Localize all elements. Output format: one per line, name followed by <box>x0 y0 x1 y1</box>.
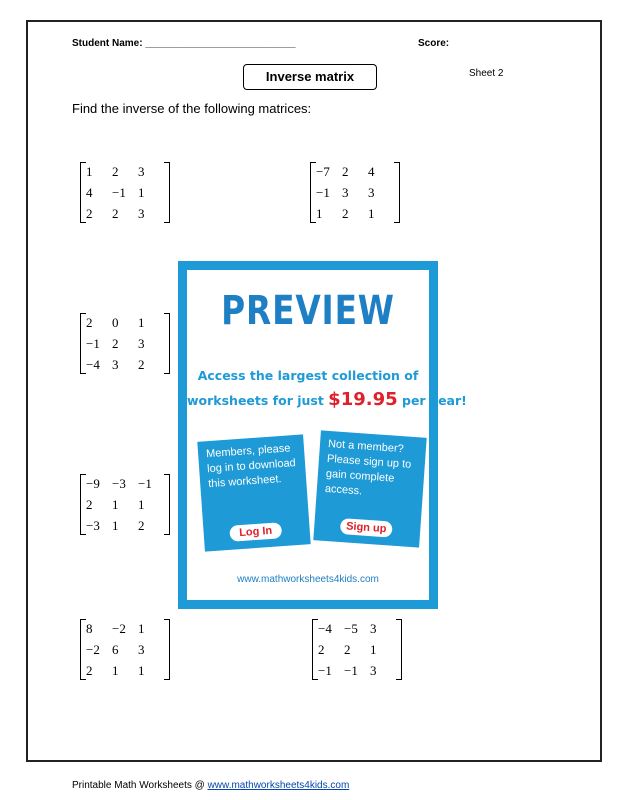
matrix-2 <box>310 161 400 224</box>
preview-panel <box>187 270 467 600</box>
matrix-cell: −1 <box>138 476 152 491</box>
members-text: Members, please log in to download this worksheet. <box>205 442 297 491</box>
matrix-cell: 2 <box>86 315 93 330</box>
matrix-4 <box>80 473 170 536</box>
preview-line-1: Access the largest collection of <box>197 368 419 383</box>
matrix-cell: −1 <box>344 663 358 678</box>
student-name-label: Student Name: ___________________________ <box>72 38 296 49</box>
matrix-cell: 1 <box>138 497 145 512</box>
matrix-cell: 2 <box>138 357 145 372</box>
instructions: Find the inverse of the following matrices: <box>72 101 312 116</box>
matrix-cell: 2 <box>318 642 325 657</box>
matrix-cell: −1 <box>318 663 332 678</box>
matrix-cell: 3 <box>138 206 145 221</box>
signup-button[interactable]: Sign up <box>340 518 393 538</box>
matrix-cell: 1 <box>112 663 119 678</box>
matrix-cell: −1 <box>112 185 126 200</box>
matrix-3 <box>80 312 170 375</box>
matrix-6 <box>312 618 402 681</box>
preview-line-2b: per year! <box>397 393 467 408</box>
footer-text: Printable Math Worksheets @ <box>72 780 208 791</box>
matrix-cell: 1 <box>368 206 375 221</box>
matrix-cell: 1 <box>316 206 323 221</box>
matrix-cell: 0 <box>112 315 119 330</box>
matrix-cell: −5 <box>344 621 358 636</box>
matrix-cell: 3 <box>138 336 145 351</box>
matrix-cell: 2 <box>138 518 145 533</box>
preview-line-2a: worksheets for just <box>187 393 329 408</box>
score-label: Score: <box>418 38 450 49</box>
nonmembers-text: Not a member? Please sign up to gain complete access. <box>324 437 412 498</box>
matrix-cell: 2 <box>112 336 119 351</box>
matrix-cell: 3 <box>370 621 377 636</box>
matrix-cell: 1 <box>112 497 119 512</box>
matrix-cell: 2 <box>342 164 349 179</box>
matrix-cell: 2 <box>86 663 93 678</box>
preview-overlay <box>178 261 467 609</box>
members-card <box>197 434 310 551</box>
matrix-cell: −2 <box>112 621 126 636</box>
matrix-cell: 6 <box>112 642 119 657</box>
matrix-cell: 2 <box>86 206 93 221</box>
matrix-cell: 3 <box>138 642 145 657</box>
preview-title: PREVIEW <box>221 288 395 334</box>
matrix-cell: 1 <box>112 518 119 533</box>
matrix-cell: 2 <box>344 642 351 657</box>
matrix-cell: 1 <box>138 315 145 330</box>
matrix-cell: 4 <box>86 185 93 200</box>
matrix-cell: −9 <box>86 476 100 491</box>
matrix-cell: 1 <box>138 621 145 636</box>
preview-line-2 <box>187 389 467 410</box>
matrix-cell: 3 <box>368 185 375 200</box>
preview-site-link[interactable]: www.mathworksheets4kids.com <box>237 574 379 585</box>
matrix-cell: 3 <box>342 185 349 200</box>
matrix-cell: 2 <box>342 206 349 221</box>
matrix-cell: −4 <box>318 621 332 636</box>
matrix-cell: −3 <box>86 518 100 533</box>
matrix-cell: −1 <box>86 336 100 351</box>
footer <box>72 780 349 791</box>
matrix-cell: 1 <box>370 642 377 657</box>
matrix-cell: 1 <box>86 164 93 179</box>
matrix-cell: 3 <box>112 357 119 372</box>
sheet-label: Sheet 2 <box>469 68 504 79</box>
matrix-cell: 2 <box>112 206 119 221</box>
worksheet-title: Inverse matrix <box>243 64 377 90</box>
matrix-cell: 4 <box>368 164 375 179</box>
matrix-5 <box>80 618 170 681</box>
matrix-cell: 1 <box>138 663 145 678</box>
matrix-1 <box>80 161 170 224</box>
matrix-cell: 2 <box>86 497 93 512</box>
footer-link[interactable]: www.mathworksheets4kids.com <box>207 780 350 791</box>
matrix-cell: −1 <box>316 185 330 200</box>
matrix-cell: 3 <box>138 164 145 179</box>
matrix-cell: −7 <box>316 164 330 179</box>
matrix-cell: 8 <box>86 621 93 636</box>
price-text: $19.95 <box>328 389 398 410</box>
login-button[interactable]: Log In <box>229 522 282 542</box>
matrix-cell: 2 <box>112 164 119 179</box>
matrix-cell: −4 <box>86 357 100 372</box>
matrix-cell: −2 <box>86 642 100 657</box>
matrix-cell: −3 <box>112 476 126 491</box>
matrix-cell: 3 <box>370 663 377 678</box>
matrix-cell: 1 <box>138 185 145 200</box>
nonmembers-card <box>313 430 426 547</box>
